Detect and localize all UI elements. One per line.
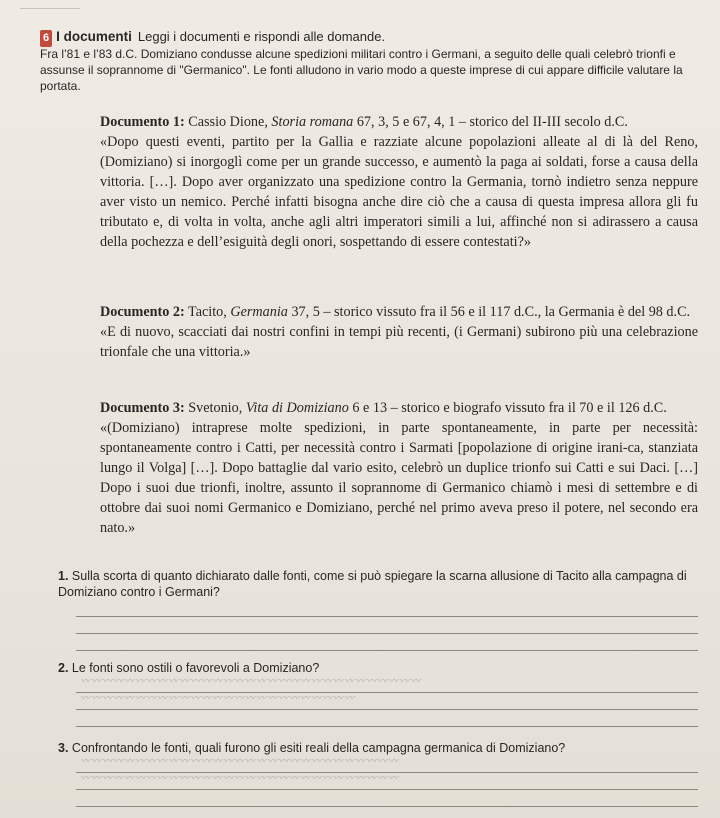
question-1-number: 1. <box>58 569 69 583</box>
question-1 <box>58 568 698 651</box>
document-3-heading <box>100 398 698 418</box>
pencil-scribble: 〰〰〰〰〰〰〰〰〰〰〰〰〰〰〰〰〰〰〰〰〰〰〰〰〰 <box>80 693 355 704</box>
document-2-ref: 37, 5 – storico vissuto fra il 56 e il 117 d.C., la Germania è del 98 d.C. <box>291 304 691 320</box>
answer-line[interactable] <box>76 773 698 790</box>
document-3-label: Documento 3: <box>100 400 185 416</box>
question-2-text: Le fonti sono ostili o favorevoli a Domiziano? <box>71 661 320 675</box>
document-2-label: Documento 2: <box>100 304 185 320</box>
question-1-text: Sulla scorta di quanto dichiarato dalle fonti, come si può spiegare la scarna allusione di Tacito alla campagna di Domiziano contro i Germani? <box>58 569 687 599</box>
question-1-prompt <box>58 568 698 600</box>
answer-line[interactable] <box>76 634 698 651</box>
answer-line[interactable] <box>76 790 698 807</box>
document-1-text: «Dopo questi eventi, partito per la Gallia e razziate alcune popolazioni alleate al di là del Reno, (Domiziano) si inorgoglì come per un grande successo, e aumentò la paga ai soldati, forse a causa della vittoria. […]. Dopo aver organizzato una spedizione contro la Germania, tornò indietro senza neppure aver visto un nemico. Perché infatti bisogna anche dire ciò che a causa di questa impresa allora gli fu tributato e, di volta in volta, anche agli altri imperatori simili a lui, affinché non si adirassero a causa della pochezza e dell’esiguità degli onori, sospettando di essere contestati?» <box>100 134 698 250</box>
exercise-title: I documenti <box>56 29 132 44</box>
document-1 <box>100 112 698 252</box>
answer-line[interactable] <box>76 693 698 710</box>
question-3-text: Confrontando le fonti, quali furono gli esiti reali della campagna germanica di Domiziano? <box>71 741 566 755</box>
pencil-scribble: 〰〰〰〰〰〰〰〰〰〰〰〰〰〰〰〰〰〰〰〰〰〰〰〰〰〰〰〰〰 <box>80 756 399 767</box>
document-3-author: Svetonio, <box>188 400 243 416</box>
document-1-label: Documento 1: <box>100 114 185 130</box>
document-1-author: Cassio Dione, <box>188 114 268 130</box>
document-1-ref: 67, 3, 5 e 67, 4, 1 – storico del II-III secolo d.C. <box>356 114 628 130</box>
intro-paragraph: Fra l’81 e l’83 d.C. Domiziano condusse alcune spedizioni militari contro i Germani, a seguito delle quali celebrò trionfi e assunse il soprannome di "Germanico". Le fonti alludono in vario modo a queste imprese di cui appare difficile valutare la portata. <box>40 47 683 93</box>
exercise-instruction: Leggi i documenti e rispondi alle domande. <box>137 29 386 44</box>
document-2-text: «E di nuovo, scacciati dai nostri confini in tempi più recenti, (i Germani) subirono più una celebrazione trionfale che una vittoria.» <box>100 324 698 360</box>
document-1-heading <box>100 112 698 132</box>
document-3-text: «(Domiziano) intraprese molte spedizioni, in parte spontaneamente, in parte per necessità: spontaneamente contro i Catti, per necessità contro i Sarmati [popolazione di origine irani-ca, stanziata lungo il Volga] […]. Dopo battaglie dal vario esito, celebrò un duplice trionfo sui Catti e sui Daci. […] Dopo i suoi due trionfi, inoltre, assunto il soprannome di Germanico chiamò i mesi di settembre e di ottobre dai suoi nomi Germanico e Domiziano, perché nel primo aveva preso il potere, nel secondo era nato.» <box>100 420 698 536</box>
exercise-header <box>40 28 700 47</box>
exercise-number-badge: 6 <box>40 30 52 47</box>
document-2-work: Germania <box>230 304 288 320</box>
pencil-scribble: 〰〰〰〰〰〰〰〰〰〰〰〰〰〰〰〰〰〰〰〰〰〰〰〰〰〰〰〰〰 <box>80 773 399 784</box>
question-2 <box>58 660 698 727</box>
answer-line[interactable] <box>76 600 698 617</box>
answer-line[interactable] <box>76 710 698 727</box>
question-3 <box>58 740 698 807</box>
pencil-scribble: 〰〰〰〰〰〰〰〰〰〰〰〰〰〰〰〰〰〰〰〰〰〰〰〰〰〰〰〰〰〰〰 <box>80 676 421 687</box>
answer-line[interactable] <box>76 617 698 634</box>
question-3-number: 3. <box>58 741 69 755</box>
document-1-work: Storia romana <box>271 114 354 130</box>
document-2-heading <box>100 302 698 322</box>
document-3 <box>100 398 698 538</box>
document-2 <box>100 302 698 362</box>
document-2-author: Tacito, <box>188 304 227 320</box>
question-2-number: 2. <box>58 661 69 675</box>
document-3-ref: 6 e 13 – storico e biografo vissuto fra il 70 e il 126 d.C. <box>352 400 667 416</box>
document-3-work: Vita di Domiziano <box>245 400 349 416</box>
top-rule <box>20 8 80 9</box>
